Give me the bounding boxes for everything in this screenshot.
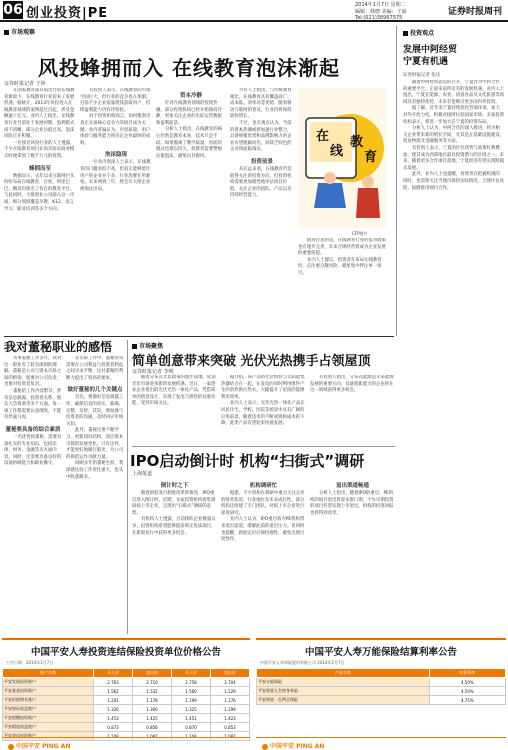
- table-cell: 1.425: [133, 714, 172, 723]
- illus-char-4: 育: [364, 150, 378, 165]
- pv-column-1: 随着分布式光伏政策的逐步落地，屋顶光伏市场迎来新的发展机遇。近日，一家创业企业推出的光伏光热一体化产品，凭借简单的创意设计，实现了发电与供热的双重功能，受到市场关注。: [132, 375, 216, 407]
- lead-column-5: 值得注意的是，在线教育行业的监管政策也在逐步完善，未来合规经营将成为企业发展的重要前提。 业内人士建议，投资者在布局在线教育时，应注重分散风险，避免集中押注单一项目。: [298, 238, 387, 276]
- table-row: [257, 696, 506, 705]
- side-tag: 投资观点: [403, 28, 434, 37]
- ad-left-title: 中国平安人寿投资连结保险投资单位价格公告: [30, 647, 221, 658]
- lead-subhead-3: 资本冷静: [179, 93, 202, 99]
- ad-universal-settlement-rate: [256, 638, 506, 750]
- section-rule: [4, 336, 394, 337]
- ipo-subhead-2: 机构调研忙: [249, 483, 278, 489]
- table-row: [3, 687, 250, 696]
- table-row: [257, 687, 506, 696]
- table-cell: 0.856: [133, 723, 172, 732]
- table-cell: 平安价值增长账户: [3, 696, 94, 705]
- table-cell: 平安智富人生终身寿险: [257, 687, 430, 696]
- section-rule: [132, 446, 395, 447]
- table-cell: 4.50%: [429, 678, 505, 687]
- table-cell: 1.299: [211, 705, 250, 714]
- side-body: 随着中阿经贸论坛的召开，宁夏作为中阿合作的重要平台，正迎来前所未有的发展机遇。业内人士指出，宁夏在能源、农业、清真食品及文化旅游等领域具有独特优势，未来有望吸引更多国内外投资。 据了解，近年来宁夏持续优化营商环境，加大对外开放力度，积极对接阿拉伯国家市场。多家投资机构表示，将进一步加大在宁夏的投资布局。 分析人士认为，中阿合作的深入推进，将为相关企业带来新的增长空间，尤其是在基础设施建设、贸易物流及金融服务等方面。 有投资人表示，宁夏的区位优势与政策红利叠加，使其成为西部地区最具投资潜力的区域之一。未来，随着更多合作项目落地，宁夏经济有望实现跨越式发展。 此外，业内人士也提醒，投资者在把握机遇的同时，也需要关注当地市场的实际情况，合理评估风险，稳健推进项目合作。: [403, 80, 504, 191]
- page-number: 06: [3, 2, 23, 18]
- ipo-column-3: 退出渠道畅通 分析人士指出，随着IPO的重启，PE机构的项目退出将迎来窗口期，不少早期投资的项目有望实现上市退出，机构的投资回报也将得到改善。: [310, 483, 394, 516]
- pv-column-2: 据介绍，该产品将光伏组件与太阳能集热器结合在一起，在发电的同时利用组件产生的余热供应热水，大幅提升了屋顶的能源利用效率。 业内人士表示，光伏光热一体化产品在居民住宅、学校、医院等场景中具有广阔的应用前景。随着技术的不断成熟和成本的下降，此类产品有望迎来快速发展。: [221, 375, 305, 427]
- table-cell: 平安保证收益账户: [3, 705, 94, 714]
- ad-investment-unit-price: [2, 638, 250, 750]
- ad-left-footer: 中国平安 PING AN: [2, 737, 250, 750]
- section-name: 创业投资|PE: [26, 6, 109, 21]
- column-divider: [127, 340, 128, 634]
- masthead: [0, 0, 508, 22]
- illus-char-2: 线: [330, 144, 344, 159]
- pv-byline: 证券时报记者 李明: [132, 369, 174, 375]
- table-cell: 平安基金投资账户: [3, 687, 94, 696]
- table-cell: 0.873: [94, 723, 133, 732]
- table-cell: 平安万能保险: [257, 678, 430, 687]
- table-cell: 0.870: [172, 723, 211, 732]
- ipo-byline: 上海报道: [132, 471, 153, 477]
- table-cell: 2.763: [94, 678, 133, 687]
- square-icon: [4, 30, 9, 35]
- paper-name: 证券时报周刊: [447, 7, 502, 17]
- table-cell: 1.108: [172, 732, 211, 741]
- table-cell: 1.199: [172, 696, 211, 705]
- table-cell: 1.326: [94, 705, 133, 714]
- table-cell: 1.453: [94, 714, 133, 723]
- lead-subhead-2: 泡沫隐现: [104, 152, 127, 159]
- ipo-column-2: 机构调研忙 据悉，不少机构在调研中重点关注企业的财务状况、行业地位及未来成长性。部分机构还组建了专门团队，对拟上市企业进行深度研究。 业内人士认为，IPO重启将为PE机构带来退出渠道，缓解此前的退出压力。但同时也提醒，新股定价应保持理性，避免出现过度炒作。: [221, 483, 305, 543]
- table-cell: 1.529: [211, 687, 250, 696]
- table-cell: 1.325: [172, 705, 211, 714]
- pv-column-3: 有投资人指出，分布式能源是未来能源发展的重要方向，具备创新能力的企业将在这一领域获得更多机会。: [310, 375, 394, 394]
- ad-right-sub: 中国平安人寿保险股份有限公司 2014年1月7日: [260, 660, 345, 665]
- table-row: [3, 696, 250, 705]
- lead-tag: 市场观察: [4, 27, 35, 36]
- online-education-illustration: [298, 88, 386, 228]
- table-cell: 平安精选权益账户: [3, 723, 94, 732]
- essay-subhead-1: 董秘要具备的综合素质: [5, 426, 61, 433]
- table-cell: 1.201: [94, 696, 133, 705]
- illus-char-3: 教: [350, 135, 364, 150]
- ipo-subhead-3: 退出渠道畅通: [335, 483, 369, 489]
- lead-subhead-1: 蜂拥而至: [28, 165, 51, 172]
- ipo-column-1: 倒计时之下 随着新股发行制度改革的推进，IPO重启进入倒计时。近期，多家投资机构密集调研拟上市企业，呈现出“扫街式”调研的态势。 有机构人士透露，目前排队企业数量众多，投资机构希望能够提前锁定优质项目，在新股发行中获得更多机会。: [132, 483, 216, 536]
- side-title: 发展中阿经贸 宁夏有机遇: [403, 45, 458, 67]
- lead-column-1: 在国家教育部日前出台的在线教育新政下，在线教育行业迎来了发展机遇。据统计，2013年风投进入在线教育领域的案例超过百起，涉及金额逾十亿元。业内人士指出，在线教育行业目前处于发展初期，盈利模式尚不清晰，部分企业估值过高，泡沫风险正在积聚。 一位接近风投行业的人士透露，不少在线教育项目在尚未验证商业模式时便拿到了数千万元的投资。 蜂拥而至 数据显示，去年以来互联网巨头纷纷布局在线教育，百度、阿里巴巴、腾讯均推出了各自的教育平台。与此同时，大批创业公司涌入这一市场，细分领域覆盖早教、K12、语言学习、职业培训等多个方向。: [4, 88, 75, 212]
- pingan-logo-icon: [262, 744, 268, 750]
- table-cell: 1.087: [211, 732, 250, 741]
- essay-column-1: 从事董秘工作多年，我对这一职业有了较为深刻的理解。董秘是公司与资本市场之间的桥梁，既要对公司负责，也要对投资者负责。 董秘的工作内容繁杂，涉及信息披露、投资者关系、股东大会筹备等多个方面。每一项工作都需要认真细致，不能有丝毫马虎。 董秘要具备的综合素质 一名优秀的董秘，需要具备扎实的专业知识，包括法律、财务、金融等多方面内容。同时，还需要具备良好的沟通协调能力和职业操守。: [4, 356, 62, 467]
- ad-right-footer: 中国平安 PING AN: [256, 737, 506, 750]
- table-cell: 1.560: [172, 687, 211, 696]
- table-cell: 2.710: [133, 678, 172, 687]
- unit-price-table: 账户名称 买入价 卖出价 买入价 卖出价 平安发展投资账户 2.763 2.710 2.758 2.704 平安基金投资账户 1.562 1.532 1.560 1.529 平安价值增长账户 1.201 1.178 1.199 1.176 平安保证收益账户 1.326 1.300 1.325 1.299 平安稳健投资账户 1.453 1.425 1.451 1.423 平安精选权益账户 0.873 0.856 0.870 0.853 平安货币投资账户 1.108 1.087 1.108 1.087: [2, 668, 250, 741]
- table-cell: 2.758: [172, 678, 211, 687]
- essay-subhead-2: 做好董秘的几个关键点: [67, 387, 123, 394]
- ipo-subhead-1: 倒计时之下: [160, 483, 189, 489]
- table-row: [3, 705, 250, 714]
- table-cell: 4.75%: [429, 696, 505, 705]
- ad-right-title: 中国平安人寿万能保险结算利率公告: [304, 647, 457, 658]
- table-cell: 1.562: [94, 687, 133, 696]
- pv-title: 简单创意带来突破 光伏光热携手占领屋顶: [132, 354, 371, 369]
- table-cell: 1.176: [211, 696, 250, 705]
- table-cell: 1.108: [94, 732, 133, 741]
- table-cell: 平安货币投资账户: [3, 732, 94, 741]
- table-row: [3, 714, 250, 723]
- header-meta: 2014年1月7日 星期二 编辑：林晓 美编：王丽 Tel:(021)38967575: [355, 2, 407, 21]
- table-cell: 平安财富一生两全保险: [257, 696, 430, 705]
- table-cell: 1.300: [133, 705, 172, 714]
- illustration-graphic: [298, 88, 386, 228]
- table-cell: 平安发展投资账户: [3, 678, 94, 687]
- table-cell: 2.704: [211, 678, 250, 687]
- table-cell: 4.50%: [429, 687, 505, 696]
- table-cell: 1.087: [133, 732, 172, 741]
- table-row: [3, 723, 250, 732]
- table-cell: 1.532: [133, 687, 172, 696]
- lead-column-3: 资本冷静 针对在线教育领域的投资热潮，部分投资机构已经开始保持冷静，更加关注企业的实际运营数据和盈利前景。 分析人士指出，在线教育的核心仍然是教育本身，技术只是手段。如果脱离了教学质量，再炫的模式也难以持久。投资者需要警惕估值泡沫，避免盲目跟风。: [156, 88, 226, 333]
- table-cell: 1.423: [211, 714, 250, 723]
- lead-subhead-4: 投资前景: [250, 158, 273, 165]
- ipo-title: IPO启动倒计时 机构“扫街式”调研: [130, 452, 365, 470]
- square-icon: [403, 31, 408, 36]
- lead-byline: 证券时报记者 王婷: [4, 81, 46, 87]
- table-row: [3, 678, 250, 687]
- lead-column-2: 有投资人表示，在线教育的市场空间巨大，但行业的竞争也在加剧。目前不少企业依靠烧钱获取用户，持续盈利能力仍有待检验。 对于投资机构而言，如何甄别出真正具备核心竞争力的项目成为关键。业内普遍认为，内容质量、用户体验与服务能力将决定企业最终的成败。 泡沫隐现 一位业内资深人士表示，在线教育的门槛看似不高，但真正能够留住用户的企业并不多，行业洗牌在所难免。未来两到三年，将会有大批企业被淘汰出局。: [80, 88, 151, 192]
- ad-left-sub: 公告日期：2014年1月7日: [6, 660, 54, 665]
- table-cell: 0.853: [211, 723, 250, 732]
- table-cell: 平安稳健投资账户: [3, 714, 94, 723]
- settlement-rate-table: 产品名称 结算利率 平安万能保险 4.50% 平安智富人生终身寿险 4.50% 平安财富一生两全保险 4.75%: [256, 668, 506, 705]
- pingan-logo-icon: [8, 744, 14, 750]
- pv-tag: 市场聚焦: [132, 341, 163, 350]
- lead-column-4: 另有人士指出，与传统教育相比，在线教育具有覆盖面广、成本低、效率高等优势，随着移动互联网的普及，行业仍将保持较快增长。 不过，也有观点认为，当前的资本热潮或将加速行业整合，具备规模优势和品牌影响力的企业有望脱颖而出，而缺乏特色的企业将面临淘汰。 投资前景 从长远来看，在线教育仍是值得关注的投资方向，但投资机构需要更加理性地评估项目价值，关注企业的团队、产品以及持续经营能力。: [230, 88, 294, 333]
- illus-char-1: 在: [316, 129, 330, 144]
- table-cell: 1.178: [133, 696, 172, 705]
- essay-title: 我对董秘职业的感悟: [4, 340, 113, 354]
- table-row: [257, 678, 506, 687]
- side-byline: 证券时报记者 张达: [403, 73, 441, 78]
- essay-column-2: 在实际工作中，董秘常常需要在公司利益与投资者利益之间寻求平衡，这对董秘的判断力提出了很高的要求。 做好董秘的几个关键点 首先，要做好信息披露工作，确保信息的真实、准确、完整、及时。其次，要加强与投资者的沟通，及时回应市场关切。 此外，董秘还要不断学习，更新知识结构，适应资本市场的发展变化。只有这样，才能更好地履行职责，为公司的规范运作贡献力量。 回顾多年的董秘生涯，我深感这份工作责任重大，也从中收获颇多。: [66, 356, 124, 480]
- lead-title: 风投蜂拥而入 在线教育泡沫渐起: [38, 56, 340, 80]
- column-divider: [396, 26, 397, 336]
- illus-caption: CFP图片: [352, 231, 368, 236]
- table-cell: 1.451: [172, 714, 211, 723]
- square-icon: [132, 344, 137, 349]
